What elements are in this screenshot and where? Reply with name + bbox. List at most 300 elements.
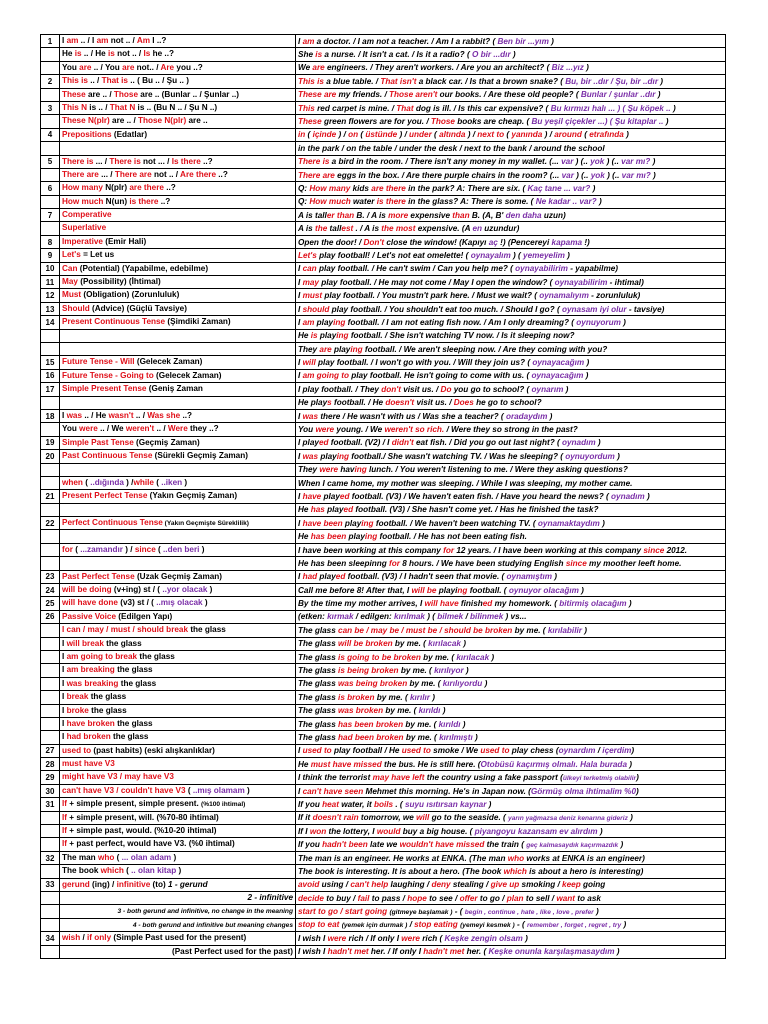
text-segment: (	[155, 544, 164, 554]
text-segment: )	[171, 852, 177, 862]
grammar-rule-cell	[60, 450, 296, 463]
table-row	[41, 637, 726, 650]
text-segment: in the park / on the table / under the desk / next to the bank / around the school	[298, 143, 605, 153]
text-segment: is there	[376, 197, 406, 207]
example-cell	[296, 235, 726, 248]
row-number: 30	[41, 784, 60, 797]
text-segment: used to	[401, 746, 431, 756]
text-segment: The glass	[298, 679, 339, 689]
example-cell	[296, 530, 726, 543]
text-segment: He has been sleepinng	[298, 558, 389, 568]
grammar-rule-cell	[60, 463, 296, 476]
text-segment: ) /	[397, 130, 410, 140]
example-cell	[296, 570, 726, 583]
text-segment: oynamıştım	[506, 572, 553, 582]
text-segment: the train (	[484, 839, 527, 849]
text-segment: The glass	[298, 639, 339, 649]
text-segment: (to)	[150, 879, 168, 889]
text-segment: (	[431, 130, 440, 140]
text-segment: they ..?	[187, 424, 219, 434]
text-segment: If	[62, 812, 68, 822]
grammar-rule-cell	[60, 168, 296, 181]
row-number	[41, 142, 60, 155]
text-segment: oynardım	[558, 746, 596, 756]
text-segment: The book	[62, 866, 101, 876]
example-cell	[296, 650, 726, 663]
row-number: 8	[41, 235, 60, 248]
text-segment: )	[463, 666, 469, 676]
grammar-rule-cell	[60, 396, 296, 409]
row-number: 24	[41, 584, 60, 597]
text-segment: )	[670, 103, 676, 113]
example-cell	[296, 369, 726, 382]
text-segment: water, it	[338, 799, 374, 809]
text-segment: en	[472, 224, 483, 234]
text-segment: The man	[62, 852, 98, 862]
row-number	[41, 342, 60, 355]
text-segment: Ne kadar .. var?	[535, 197, 597, 207]
text-segment: would	[376, 826, 401, 836]
text-segment: There are	[62, 169, 99, 179]
text-segment: I wish I	[298, 933, 328, 943]
text-segment: since	[565, 558, 587, 568]
text-segment: üstünde	[365, 130, 398, 140]
text-segment: 4 - both gerund and infinitive but meaning changes	[132, 921, 293, 929]
text-segment: there / He wasn't with us / Was she a teacher? (	[318, 411, 506, 421]
text-segment: )	[627, 759, 633, 769]
text-segment: The glass	[298, 719, 339, 729]
text-segment: )	[482, 679, 488, 689]
table-row	[41, 329, 726, 342]
text-segment: by me. (	[383, 706, 419, 716]
text-segment: The book is interesting. It is about a hero. (The book	[298, 866, 504, 876]
text-segment: red carpet is mine. /	[314, 103, 397, 113]
text-segment: Present Continuous Tense	[62, 317, 166, 327]
text-segment: hadn't been	[322, 839, 368, 849]
table-row	[41, 423, 726, 436]
table-row	[41, 744, 726, 757]
text-segment: Those	[430, 117, 455, 127]
example-cell	[296, 918, 726, 931]
text-segment: )	[548, 36, 554, 46]
text-segment: the glass	[88, 705, 127, 715]
text-segment: play	[317, 572, 336, 582]
text-segment: I	[298, 277, 303, 287]
text-segment: )	[636, 772, 639, 782]
example-cell	[296, 182, 726, 195]
text-segment: 2012.	[664, 545, 688, 555]
text-segment: oynarım	[531, 384, 564, 394]
text-segment: (Gelecek Zaman)	[153, 370, 222, 380]
grammar-rule-cell	[60, 865, 296, 878]
text-segment: in the park? A: There are six. (	[405, 183, 528, 193]
text-segment: used to	[480, 746, 510, 756]
text-segment: içerdim	[602, 746, 632, 756]
text-segment: (Past Perfect used for the past)	[171, 946, 293, 956]
text-segment: I can / may / must / should break	[62, 625, 189, 635]
text-segment: These	[62, 89, 86, 99]
text-segment: I	[62, 718, 67, 728]
text-segment: was being broken	[338, 679, 408, 689]
grammar-rule-cell	[60, 517, 296, 530]
example-cell	[296, 825, 726, 838]
text-segment: (Yakın Geçmiş Zaman)	[147, 491, 238, 501]
row-number	[41, 664, 60, 677]
text-segment: They	[298, 344, 320, 354]
text-segment: ... /	[93, 156, 110, 166]
text-segment: is going to be broken	[338, 652, 421, 662]
row-number: 27	[41, 744, 60, 757]
text-segment: ) /	[122, 544, 135, 554]
text-segment: football. / She isn't watching TV now. / Is it sleeping now?	[348, 331, 575, 341]
table-row	[41, 624, 726, 637]
text-segment: The glass	[298, 666, 339, 676]
text-segment: can't have seen	[302, 786, 364, 796]
text-segment: )	[202, 598, 208, 608]
text-segment: start to go / start going	[298, 906, 388, 916]
text-segment: var mı?	[621, 157, 651, 167]
text-segment: kırılmıştı	[439, 733, 473, 742]
grammar-rule-cell	[60, 892, 296, 905]
text-segment: to see /	[426, 893, 460, 903]
text-segment: yanında	[511, 130, 543, 140]
text-segment: is being broken	[338, 666, 399, 676]
text-segment: )	[623, 130, 629, 140]
text-segment: must have V3	[62, 759, 115, 769]
row-number: 20	[41, 450, 60, 463]
text-segment: Ben bir ...yım	[497, 36, 549, 46]
text-segment: will be	[411, 585, 437, 595]
row-number: 32	[41, 851, 60, 864]
example-cell	[296, 517, 726, 530]
text-segment: I play football. / They	[298, 384, 382, 394]
text-segment: ) (..	[573, 157, 591, 167]
text-segment: ülkeyi terketmiş olabilir	[562, 774, 637, 782]
example-cell	[296, 811, 726, 824]
example-cell	[296, 409, 726, 422]
text-segment: Otobüsü kaçırmış olmalı. Hala burada	[480, 759, 627, 769]
text-segment: play	[317, 331, 337, 341]
text-segment: tomorrow, we	[358, 812, 417, 822]
grammar-rule-cell	[60, 356, 296, 369]
text-segment: )	[614, 947, 620, 957]
text-segment: (Şimdiki Zaman)	[165, 317, 231, 327]
table-row	[41, 717, 726, 730]
text-segment: )	[599, 518, 605, 528]
grammar-rule-cell	[60, 101, 296, 114]
text-segment: is	[107, 49, 115, 59]
grammar-rule-cell	[60, 342, 296, 355]
text-segment: (Potential) (Yapabilme, edebilme)	[77, 263, 209, 273]
row-number: 13	[41, 302, 60, 315]
text-segment: our books. / Are these old people? (	[437, 90, 581, 100]
text-segment: bitirmiş olacağım	[559, 599, 627, 609]
text-segment: stealing /	[450, 880, 491, 890]
text-segment: gerund	[62, 879, 90, 889]
text-segment: ) /	[123, 477, 134, 487]
text-segment: dog is ill. / Is this car expensive? (	[413, 103, 551, 113]
row-number: 14	[41, 316, 60, 329]
text-segment: the glass	[103, 638, 142, 648]
text-segment: Was she	[147, 410, 181, 420]
text-segment: Is there	[171, 156, 201, 166]
example-cell	[296, 35, 726, 48]
text-segment: )	[547, 411, 553, 421]
text-segment: ... olan adam	[121, 852, 172, 862]
text-segment: )	[627, 812, 633, 822]
text-segment: s	[327, 398, 332, 408]
text-segment: If	[62, 799, 68, 809]
text-segment: etrafında	[589, 130, 624, 140]
text-segment: in	[298, 130, 306, 140]
text-segment: He	[298, 759, 311, 769]
grammar-rule-cell	[60, 316, 296, 329]
text-segment: more	[388, 210, 409, 220]
text-segment: avoid	[298, 880, 320, 890]
text-segment: Does	[453, 398, 474, 408]
row-number	[41, 691, 60, 704]
example-cell	[296, 744, 726, 757]
text-segment: (	[185, 785, 193, 795]
text-segment: play	[314, 317, 334, 327]
text-segment: ing	[364, 532, 378, 542]
row-number	[41, 905, 60, 918]
text-segment: (v+ing) st / (	[111, 585, 163, 595]
example-cell	[296, 48, 726, 61]
text-segment: . / A is	[353, 224, 382, 234]
text-segment: Mehmet this morning. He's in Japan now. (	[363, 786, 531, 796]
row-number: 29	[41, 771, 60, 784]
text-segment: by me. (	[403, 719, 439, 729]
text-segment: a doctor. / I am not a teacher. / Am I a rabbit? (	[314, 36, 498, 46]
text-segment: were	[327, 933, 347, 943]
text-segment: Biz ...yız	[551, 63, 584, 73]
text-segment: won	[309, 826, 327, 836]
text-segment: )	[614, 451, 620, 461]
example-cell	[296, 691, 726, 704]
text-segment: which	[100, 866, 124, 876]
text-segment: - (	[452, 906, 465, 916]
text-segment: The glass	[298, 692, 339, 702]
text-segment: / Were they so strong in the past?	[444, 425, 578, 435]
grammar-rule-cell	[60, 798, 296, 811]
text-segment: for	[389, 558, 400, 568]
text-segment: I	[298, 411, 303, 421]
text-segment: rich / If only I	[346, 933, 402, 943]
text-segment: oradaydım	[505, 411, 548, 421]
example-cell	[296, 329, 726, 342]
example-cell	[296, 155, 726, 168]
text-segment: expensive	[408, 210, 453, 220]
text-segment: had been broken	[338, 733, 404, 742]
text-segment: Don't	[363, 237, 385, 247]
table-row	[41, 101, 726, 114]
text-segment: water	[350, 197, 377, 207]
text-segment: - yapabilme)	[567, 264, 619, 274]
text-segment: by me. (	[374, 692, 410, 702]
example-cell	[296, 490, 726, 503]
text-segment: ) vs...	[503, 612, 527, 622]
text-segment: The glass	[298, 652, 339, 662]
row-number	[41, 825, 60, 838]
text-segment: I	[298, 358, 303, 368]
text-segment: )	[583, 371, 589, 381]
text-segment: A is	[298, 224, 315, 234]
table-row	[41, 262, 726, 275]
row-number: 31	[41, 798, 60, 811]
text-segment: green flowers are for you. /	[321, 117, 431, 127]
text-segment: had broken	[66, 732, 111, 742]
grammar-rule-cell	[60, 543, 296, 556]
text-segment: play	[321, 491, 340, 501]
text-segment: (Geniş Zaman	[146, 384, 203, 394]
example-cell	[296, 142, 726, 155]
row-number	[41, 865, 60, 878]
text-segment: - ihtimal)	[607, 277, 644, 287]
row-number	[41, 543, 60, 556]
text-segment: We	[298, 63, 313, 73]
text-segment: Görmüş olma ihtimalim %0	[530, 786, 637, 796]
text-segment: I	[298, 572, 303, 582]
text-segment: kids	[350, 183, 372, 193]
example-cell	[296, 436, 726, 449]
row-number	[41, 557, 60, 570]
text-segment: can't have V3 / couldn't have V3	[62, 785, 186, 795]
text-segment: There is	[62, 156, 94, 166]
example-cell	[296, 289, 726, 302]
text-segment: ) (	[510, 250, 524, 260]
grammar-rule-cell	[60, 851, 296, 864]
text-segment: kırılır	[409, 692, 430, 702]
text-segment: are there	[371, 183, 406, 193]
text-segment: )	[244, 785, 250, 795]
text-segment: play	[318, 451, 337, 461]
grammar-rule-cell	[60, 182, 296, 195]
text-segment: )	[460, 639, 466, 649]
text-segment: laughing /	[388, 880, 432, 890]
text-segment: Those aren't	[389, 90, 438, 100]
text-segment: give up	[490, 880, 520, 890]
text-segment: If it	[298, 812, 313, 822]
text-segment: Those	[113, 89, 139, 99]
text-segment: oynayacağım	[531, 371, 584, 381]
text-segment: This is	[298, 76, 324, 86]
row-number: 1	[41, 35, 60, 48]
text-segment: ng	[457, 585, 468, 595]
text-segment: oynadım	[611, 491, 645, 501]
text-segment: her. (	[464, 947, 489, 957]
text-segment: )	[578, 585, 584, 595]
grammar-rule-cell	[60, 610, 296, 623]
text-segment: Simple Present Tense	[62, 384, 147, 394]
text-segment: must	[302, 291, 323, 301]
text-segment: play chess (	[509, 746, 559, 756]
text-segment: May	[62, 277, 78, 287]
grammar-rule-cell	[60, 838, 296, 851]
text-segment: not .. /	[114, 49, 144, 59]
grammar-rule-cell	[60, 48, 296, 61]
table-row	[41, 476, 726, 489]
text-segment: )	[583, 63, 589, 73]
text-segment: kırılacak	[428, 639, 461, 649]
text-segment: the glass	[114, 718, 153, 728]
text-segment: will be doing	[62, 585, 112, 595]
text-segment: didn't	[391, 438, 414, 448]
grammar-rule-cell	[60, 744, 296, 757]
example-cell	[296, 503, 726, 516]
text-segment: I think the terrorist	[298, 772, 373, 782]
text-segment: ing	[336, 451, 349, 461]
text-segment: Kaç tane ... var?	[527, 183, 591, 193]
text-segment: kırılıyordu	[442, 679, 483, 689]
text-segment: Open the door! /	[298, 237, 364, 247]
text-segment: next to	[477, 130, 505, 140]
text-segment: .. / He	[82, 410, 109, 420]
text-segment: I	[62, 410, 67, 420]
text-segment: This	[298, 103, 315, 113]
grammar-rule-cell	[60, 784, 296, 797]
grammar-rule-cell	[60, 771, 296, 784]
example-cell	[296, 222, 726, 235]
text-segment: I play	[298, 438, 319, 448]
text-segment: are there	[129, 183, 164, 193]
text-segment: There are	[298, 170, 335, 180]
text-segment: The glass	[298, 706, 339, 716]
text-segment: by me. (	[420, 652, 457, 662]
text-segment: )	[564, 250, 570, 260]
text-segment: N(plr)	[102, 183, 130, 193]
text-segment: books are cheap. (	[455, 117, 532, 127]
text-segment: That N	[109, 102, 136, 112]
text-segment: These are	[298, 90, 337, 100]
row-number	[41, 48, 60, 61]
text-segment: ed	[482, 599, 493, 609]
text-segment: are	[319, 344, 332, 354]
grammar-rule-cell	[60, 664, 296, 677]
text-segment: )	[440, 706, 446, 716]
example-cell	[296, 316, 726, 329]
text-segment: kırılmak	[394, 612, 425, 622]
text-segment: )	[621, 919, 627, 929]
grammar-rule-cell	[60, 637, 296, 650]
text-segment: the bus. He is still here. (	[381, 759, 481, 769]
text-segment: going	[580, 880, 606, 890]
text-segment: I	[298, 36, 303, 46]
text-segment: var mı?	[621, 170, 651, 180]
grammar-rule-cell	[60, 905, 296, 918]
text-segment: when	[62, 477, 83, 487]
table-row	[41, 88, 726, 101]
text-segment: oynadım	[561, 438, 596, 448]
text-segment: If	[62, 826, 68, 836]
text-segment: is	[310, 331, 318, 341]
text-segment: 2 - infinitive	[247, 893, 293, 902]
text-segment: You	[62, 62, 80, 72]
text-segment: (Gelecek Zaman)	[134, 357, 203, 367]
grammar-rule-cell	[60, 624, 296, 637]
grammar-rule-cell	[60, 436, 296, 449]
text-segment: I	[298, 491, 303, 501]
text-segment: Bu kırmızı halı ... ) ( Şu köpek ..	[550, 103, 671, 113]
text-segment: Future Tense - Going to	[62, 370, 154, 380]
row-number: 6	[41, 182, 60, 195]
text-segment: By the time my mother arrives, I	[298, 599, 425, 609]
text-segment: play football. He isn't going to come with us. (	[348, 371, 532, 381]
text-segment: ..?	[216, 169, 228, 179]
text-segment: If	[62, 839, 68, 849]
text-segment: ed	[335, 572, 346, 582]
text-segment: )	[182, 477, 188, 487]
